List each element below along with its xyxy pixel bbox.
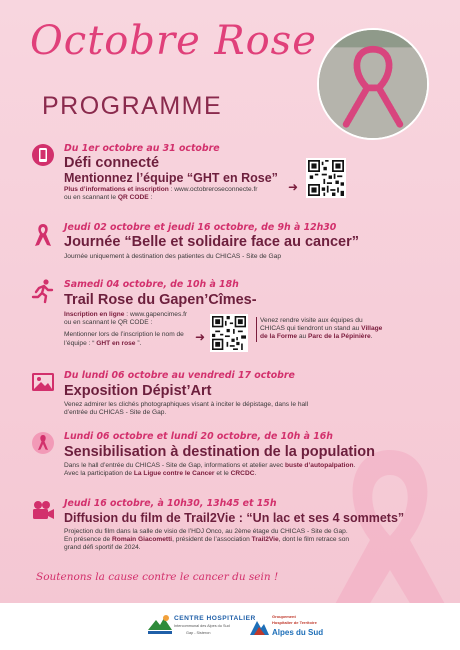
event-stand-info: Venez rendre visite aux équipes du CHICAS qui tiendront un stand au Village de la Forme au Parc de la Pépinière. <box>256 317 436 342</box>
phone-connect-icon <box>30 142 56 168</box>
event-inscription: Inscription en ligne : www.gapencimes.fr ou en scannant le QR CODE : Mentionner lors de l’inscription le nom de l’équipe : “ GHT en rose ”. <box>64 311 188 347</box>
event-diffusion-film <box>30 494 440 558</box>
event-title: Trail Rose du Gapen’Cîmes- <box>64 292 257 308</box>
hospital-logo-icon <box>148 614 172 636</box>
hospital-logo-sub2: Gap - Sisteron <box>186 631 211 635</box>
ribbon-photo <box>317 28 429 140</box>
event-date: Du lundi 06 octobre au vendredi 17 octobre <box>64 370 295 381</box>
event-title: Journée “Belle et solidaire face au cancer” <box>64 234 359 250</box>
picture-icon <box>30 369 56 395</box>
footer-logos <box>0 603 460 650</box>
event-subtitle: Mentionnez l’équipe “GHT en Rose” <box>64 171 278 185</box>
slogan: Soutenons la cause contre le cancer du sein ! <box>36 571 279 583</box>
arrow-icon: ➜ <box>288 180 299 194</box>
event-belle-solidaire <box>30 218 440 266</box>
event-trail-rose <box>30 276 440 358</box>
event-title: Diffusion du film de Trail2Vie : “Un lac et ses 4 sommets” <box>64 511 405 525</box>
event-info: Plus d’informations et inscription : www.octobreroseconnecte.fr ou en scannant le QR CODE : <box>64 186 258 202</box>
pink-ribbon-icon <box>30 222 56 248</box>
event-title: Défi connecté <box>64 155 160 171</box>
event-date: Jeudi 02 octobre et jeudi 16 octobre, de 9h à 12h30 <box>64 222 337 233</box>
runner-icon <box>30 278 56 304</box>
event-desc: Projection du film dans la salle de visio de l’HDJ Onco, au 2ème étage du CHICAS - Site de Gap. En présence de Romain Giacometti, président de l’association Trail2Vie, dont le film retrace son grand défi sportif de 2024. <box>64 528 350 552</box>
ght-logo-main: Alpes du Sud <box>272 628 324 637</box>
event-desc: Dans le hall d’entrée du CHICAS - Site de Gap, informations et atelier avec buste d’autopalpation. Avec la participation de La Ligue contre le Cancer et le CRCDC. <box>64 462 356 478</box>
event-title: Sensibilisation à destination de la population <box>64 444 375 460</box>
qr-pattern <box>212 316 246 350</box>
qr-code-icon[interactable] <box>306 158 346 198</box>
hospital-logo-sub: Intercommunal des Alpes du Sud <box>174 624 230 628</box>
ght-logo-icon <box>248 615 270 639</box>
event-date: Du 1er octobre au 31 octobre <box>64 143 220 154</box>
ght-logo-line2: Hospitalier de Territoire <box>272 620 317 625</box>
camera-icon <box>30 498 56 524</box>
hospital-logo-name: CENTRE HOSPITALIER <box>174 615 256 622</box>
ribbon-circle-icon <box>30 430 56 456</box>
event-date: Lundi 06 octobre et lundi 20 octobre, de 10h à 16h <box>64 431 333 442</box>
event-date: Samedi 04 octobre, de 10h à 18h <box>64 279 239 290</box>
page-subtitle: PROGRAMME <box>42 92 223 120</box>
event-date: Jeudi 16 octobre, à 10h30, 13h45 et 15h <box>64 498 277 509</box>
qr-pattern <box>308 160 344 196</box>
event-desc: Journée uniquement à destination des patientes du CHICAS - Site de Gap <box>64 253 281 260</box>
event-defi-connecte <box>30 140 440 210</box>
arrow-icon: ➜ <box>195 330 206 344</box>
qr-code-icon[interactable] <box>210 314 248 352</box>
event-exposition <box>30 366 440 418</box>
event-sensibilisation <box>30 428 440 484</box>
event-desc: Venez admirer les clichés photographiques visant à inciter le dépistage, dans le hall d’entrée du CHICAS - Site de Gap. <box>64 401 309 417</box>
page-title: Octobre Rose <box>30 18 317 64</box>
ght-logo-line1: Groupement <box>272 614 296 619</box>
people-ribbon-image <box>319 30 427 138</box>
event-title: Exposition Dépist’Art <box>64 383 212 399</box>
